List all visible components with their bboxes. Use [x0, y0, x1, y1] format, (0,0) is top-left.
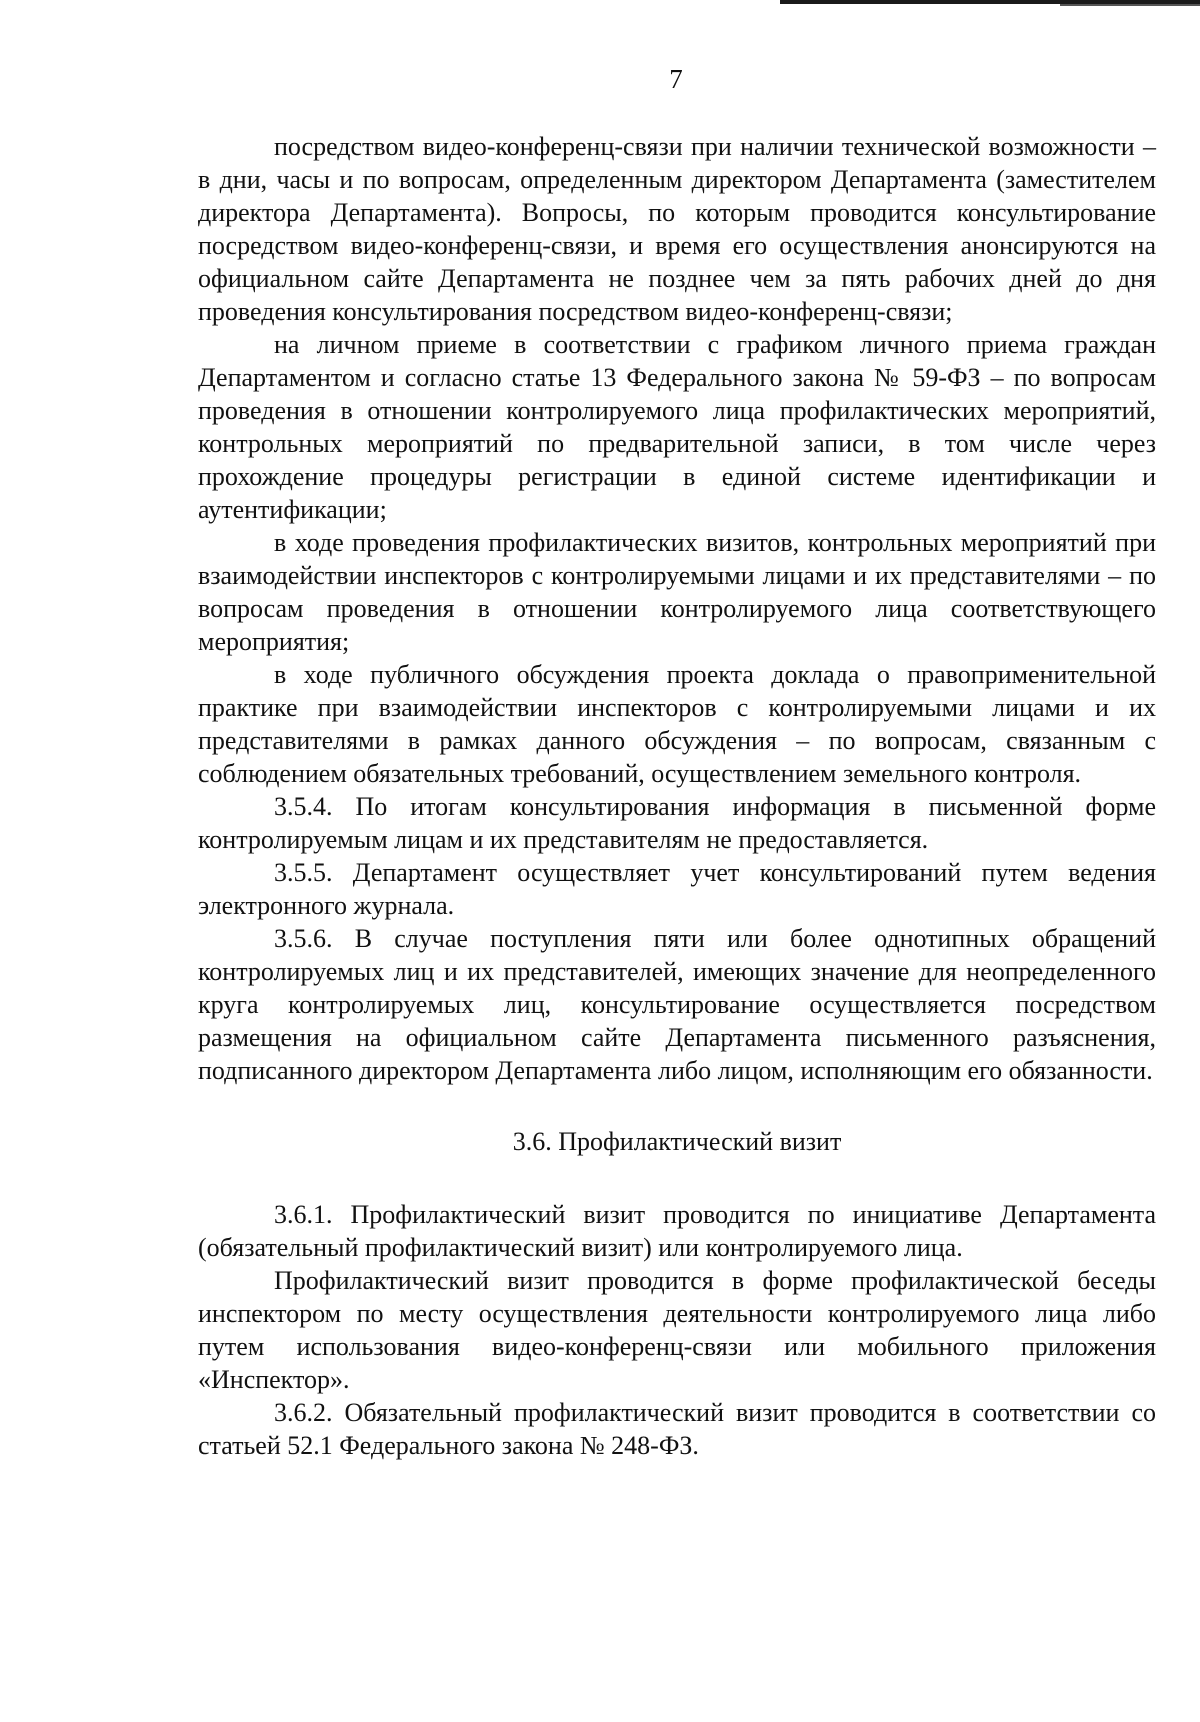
page-number: 7: [669, 64, 683, 94]
paragraph-3-5-4: 3.5.4. По итогам консультирования информация в письменной форме контролируемым лицам и их представителям не предоставляется.: [198, 792, 1156, 854]
paragraph-preventive-visit-form: Профилактический визит проводится в форме профилактической беседы инспектором по месту осуществления деятельности контролируемого лица либо путем использования видео-конференц-связи или мобильного приложения «Инспектор».: [198, 1266, 1156, 1394]
paragraph-consulting-public-discussion: в ходе публичного обсуждения проекта доклада о правоприменительной практике при взаимодействии инспекторов с контролируемыми лицами и их представителями в рамках данного обсуждения – по вопросам, связанным с соблюдением обязательных требований, осуществлением земельного контроля.: [198, 660, 1156, 788]
paragraph-consulting-video-continued: посредством видео-конференц-связи при наличии технической возможности – в дни, часы и по вопросам, определенным директором Департамента (заместителем директора Департамента). Вопросы, по которым проводится консультирование посредством видео-конференц-связи, и время его осуществления анонсируются на официальном сайте Департамента не позднее чем за пять рабочих дней до дня проведения консультирования посредством видео-конференц-связи;: [198, 132, 1156, 326]
paragraph-consulting-personal-reception: на личном приеме в соответствии с графиком личного приема граждан Департаментом и согласно статье 13 Федерального закона № 59-ФЗ – по вопросам проведения в отношении контролируемого лица профилактических мероприятий, контрольных мероприятий по предварительной записи, в том числе через прохождение процедуры регистрации в единой системе идентификации и аутентификации;: [198, 330, 1156, 524]
paragraph-3-6-2: 3.6.2. Обязательный профилактический визит проводится в соответствии со статьей 52.1 Федерального закона № 248-ФЗ.: [198, 1398, 1156, 1460]
paragraph-3-5-5: 3.5.5. Департамент осуществляет учет консультирований путем ведения электронного журнала.: [198, 858, 1156, 920]
section-heading: 3.6. Профилактический визит: [512, 1127, 842, 1156]
document-body: [198, 130, 1156, 1462]
scan-edge-line-thin: [1060, 4, 1200, 6]
paragraph-3-6-1: 3.6.1. Профилактический визит проводится по инициативе Департамента (обязательный профилактический визит) или контролируемого лица.: [198, 1200, 1156, 1262]
paragraph-3-5-6: 3.5.6. В случае поступления пяти или более однотипных обращений контролируемых лиц и их представителей, имеющих значение для неопределенного круга контролируемых лиц, консультирование осуществляется посредством размещения на официальном сайте Департамента письменного разъяснения, подписанного директором Департамента либо лицом, исполняющим его обязанности.: [198, 924, 1156, 1085]
paragraph-consulting-preventive-visits: в ходе проведения профилактических визитов, контрольных мероприятий при взаимодействии инспекторов с контролируемыми лицами и их представителями – по вопросам проведения в отношении контролируемого лица соответствующего мероприятия;: [198, 528, 1156, 656]
